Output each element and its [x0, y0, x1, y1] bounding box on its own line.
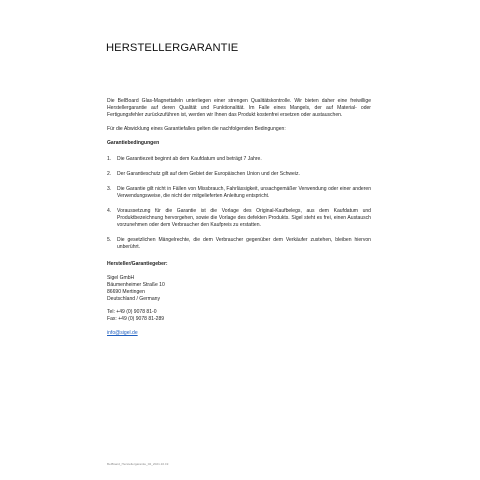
conditions-list	[107, 156, 371, 251]
condition-text: Die gesetzlichen Mängelrechte, die dem Verbraucher gegenüber dem Verkäufer zustehen, bleiben hiervon unberührt.	[117, 237, 371, 250]
condition-text: Die Garantiezeit beginnt ab dem Kaufdatum und beträgt 7 Jahre.	[117, 156, 262, 162]
condition-number: 1.	[107, 156, 112, 162]
condition-number: 2.	[107, 171, 112, 177]
condition-number: 4.	[107, 208, 112, 214]
condition-item	[107, 237, 371, 251]
document-body	[107, 98, 371, 337]
country: Deutschland / Germany	[107, 296, 161, 302]
fax-number: Fax: +49 (0) 9078 81-289	[107, 316, 165, 322]
condition-text: Voraussetzung für die Garantie ist die Vorlage des Original-Kaufbelegs, aus dem Kaufdatum und Produktbezeichnung hervorgehen, sowie die Vorlage des defekten Produkts. Sigel steht es frei, einen Austausch vorzunehmen oder dem Verbraucher den Kaufpreis zu erstatten.	[117, 208, 371, 228]
postal-city: 86690 Mertingen	[107, 289, 145, 295]
email-link[interactable]: info@sigel.de	[107, 330, 138, 336]
condition-number: 3.	[107, 186, 112, 192]
condition-text: Der Garantieschutz gilt auf dem Gebiet der Europäischen Union und der Schweiz.	[117, 171, 300, 177]
contact-info	[107, 309, 371, 323]
conditions-intro-paragraph: Für die Abwicklung eines Garantiefalles gelten die nachfolgenden Bedingungen:	[107, 126, 286, 132]
condition-item	[107, 171, 371, 178]
company-name: Sigel GmbH	[107, 275, 135, 281]
document-footer: BeIBoard_Herstellergarantie_02_2021.10.19	[107, 462, 169, 466]
conditions-heading: Garantiebedingungen	[107, 140, 160, 146]
document-title: HERSTELLERGARANTIE	[106, 42, 239, 54]
issuer-heading: Hersteller/Garantiegeber:	[107, 261, 168, 267]
condition-text: Die Garantie gilt nicht in Fällen von Missbrauch, Fahrlässigkeit, unsachgemäßer Verwendung oder einer anderen Verwendungsweise, die nicht der mitgelieferten Anleitung entspricht.	[117, 186, 371, 199]
intro-paragraph: Die BeIBoard Glas-Magnettafeln unterliegen einer strengen Qualitätskontrolle. Wir bieten daher eine freiwillige Herstellergarantie auf deren Qualität und Funktionalität. Im Falle eines Mangels, der auf Material- oder Fertigungsfehler zurückzuführen ist, werden wir Ihnen das Produkt kostenfrei ersetzen oder austauschen.	[107, 98, 371, 118]
street-address: Bäumenheimer Straße 10	[107, 282, 165, 288]
condition-number: 5.	[107, 237, 112, 243]
condition-item	[107, 186, 371, 200]
issuer-address	[107, 275, 371, 303]
condition-item	[107, 208, 371, 229]
condition-item	[107, 156, 371, 163]
phone-number: Tel: +49 (0) 9078 81-0	[107, 309, 157, 315]
